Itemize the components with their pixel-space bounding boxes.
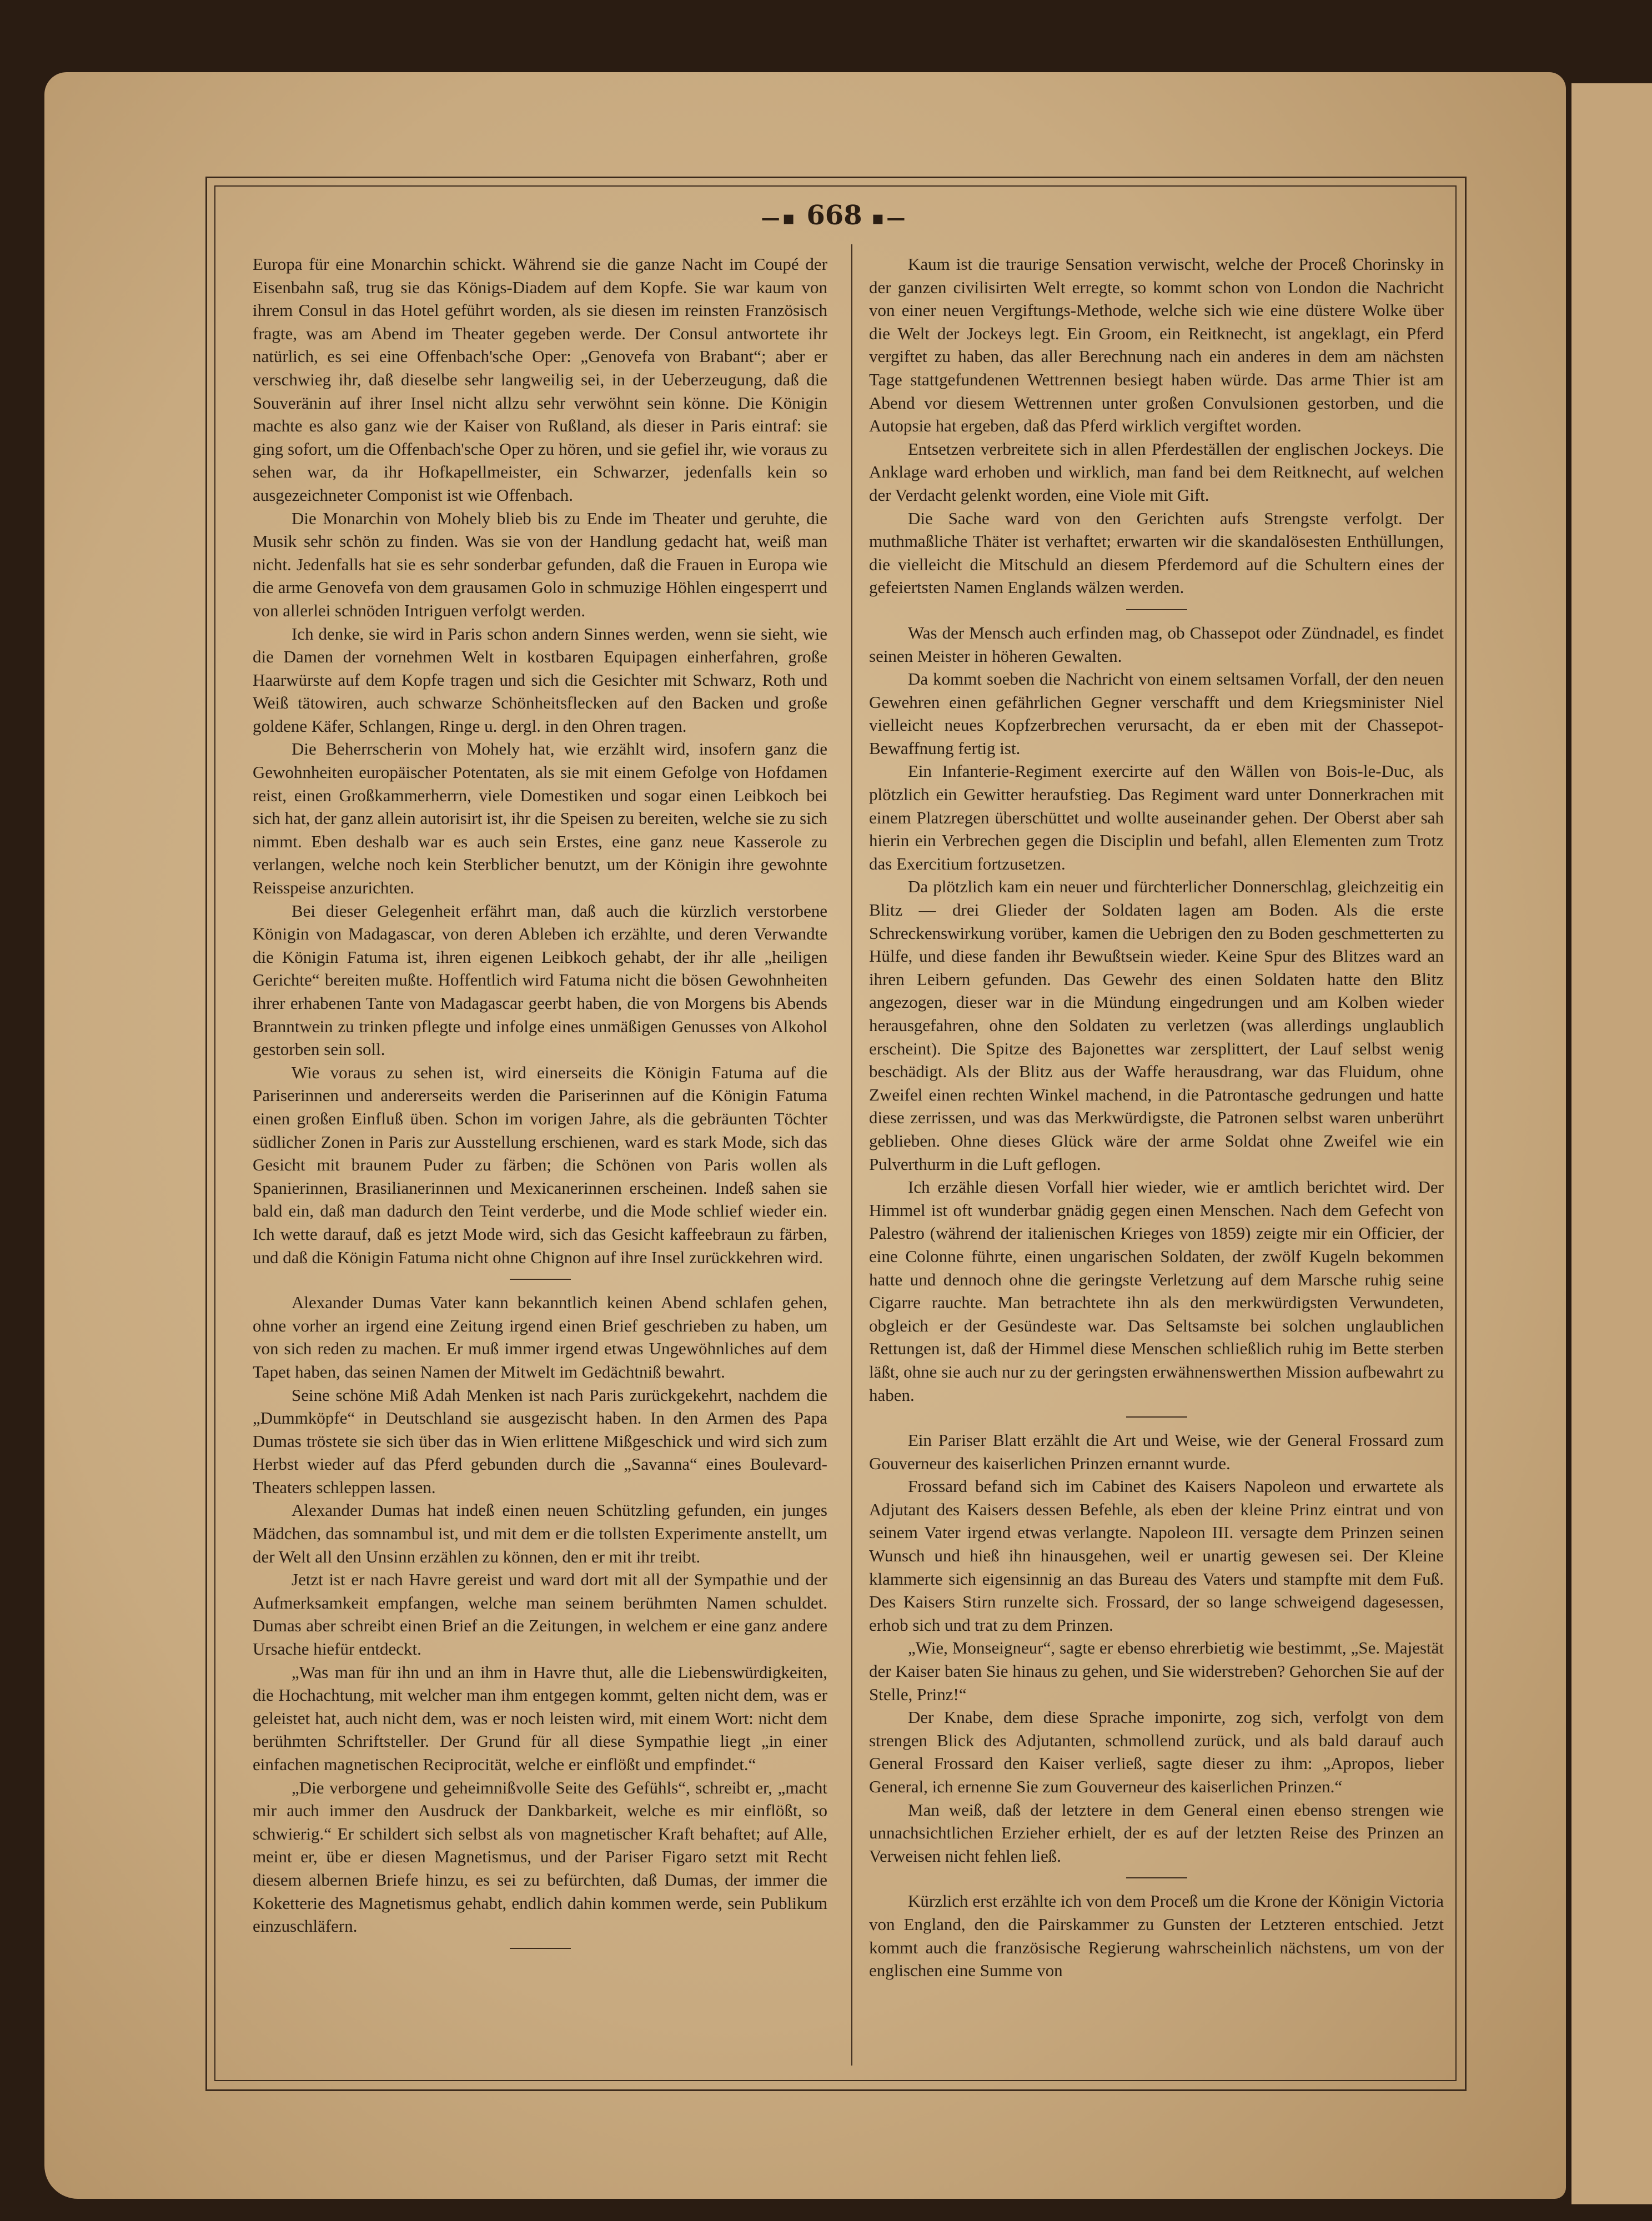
adjacent-page-edge	[1571, 83, 1652, 2204]
paragraph: Der Knabe, dem diese Sprache imponirte, zog sich, verfolgt von dem strengen Blick des Adjutanten, schmollend zurück, und als bald darauf auch General Frossard den Kaiser verließ, sagte dieser zu ihm: „Apropos, lieber General, ich ernenne Sie zum Gouverneur des kaiserlichen Prinzen.“	[869, 1707, 1444, 1796]
paragraph: Ein Infanterie-Regiment exercirte auf den Wällen von Bois-le-Duc, als plötzlich ein Gewitter heraufstieg. Das Regiment ward unter Donnerkrachen mit einem Platzregen überschüttet und wollte auseinander gehen. Der Oberst aber sah hierin ein Verbrechen gegen die Disciplin und befahl, allen Elementen zum Trotz das Exercitium fortzusetzen.	[869, 761, 1444, 873]
paragraph: Alexander Dumas Vater kann bekanntlich keinen Abend schlafen gehen, ohne vorher an irgend eine Zeitung irgend einen Brief geschrieben zu haben, um von sich reden zu machen. Er muß immer irgend etwas Ungewöhnliches auf dem Tapet haben, das seinen Namen der Mitwelt im Gedächtniß bewahrt.	[253, 1293, 827, 1381]
paragraph: „Wie, Monseigneur“, sagte er ebenso ehrerbietig wie bestimmt, „Se. Majestät der Kaiser baten Sie hinaus zu gehen, und Sie widerstreben? Gehorchen Sie auf der Stelle, Prinz!“	[869, 1638, 1444, 1704]
paragraph: Entsetzen verbreitete sich in allen Pferdeställen der englischen Jockeys. Die Anklage ward erhoben und wirklich, man fand bei dem Reitknecht, auf welchen der Verdacht gelenkt worden, eine Viole mit Gift.	[869, 439, 1444, 505]
paragraph: Ich denke, sie wird in Paris schon andern Sinnes werden, wenn sie sieht, wie die Damen der vornehmen Welt in kostbaren Equipagen einherfahren, große Haarwürste auf dem Kopfe tragen und sich die Gesichter mit Schwarz, Roth und Weiß tätowiren, auch schwarze Schönheitsflecken auf den Backen und große goldene Käfer, Schlangen, Ringe u. dergl. in den Ohren tragen.	[253, 624, 827, 736]
header-ornament-left: —▪	[761, 207, 797, 229]
column-divider	[851, 244, 852, 2066]
paragraph: Ein Pariser Blatt erzählt die Art und Weise, wie der General Frossard zum Gouverneur des kaiserlichen Prinzen ernannt wurde.	[869, 1430, 1444, 1473]
paragraph: Die Sache ward von den Gerichten aufs Strengste verfolgt. Der muthmaßliche Thäter ist verhaftet; erwarten wir die skandalösesten Enthüllungen, die vielleicht die Mitschuld an diesem Pferdemord auf die Schultern eines der gefeiertsten Namen Englands wälzen werden.	[869, 508, 1444, 597]
section-separator	[510, 1948, 571, 1949]
paragraph: Da plötzlich kam ein neuer und fürchterlicher Donnerschlag, gleichzeitig ein Blitz — drei Glieder der Soldaten lagen am Boden. Als die erste Schreckenswirkung vorüber, kamen die Uebrigen den zu Boden geschmetterten zu Hülfe, und diese fanden ihr Bewußtsein wieder. Keine Spur des Blitzes ward an ihren Leibern gefunden. Das Gewehr des einen Soldaten hatte den Blitz angezogen, dieser war in die Mündung eingedrungen und am Kolben wieder herausgefahren, ohne den Soldaten zu verletzen (was allerdings unglaublich erscheint). Die Spitze des Bajonettes war zersplittert, der Lauf selbst wenig beschädigt. Als der Blitz aus der Waffe herausdrang, war das Fluidum, ohne Zweifel einen rechten Winkel machend, in die Patrontasche gedrungen und hatte diese zerrissen, und was das Merkwürdigste, die Patronen selbst waren unberührt geblieben. Ohne dieses Glück wäre der arme Soldat ohne Zweifel wie ein Pulverthurm in die Luft geflogen.	[869, 877, 1444, 1174]
paragraph: Europa für eine Monarchin schickt. Während sie die ganze Nacht im Coupé der Eisenbahn saß, trug sie das Königs-Diadem auf dem Kopfe. Sie war kaum von ihrem Consul in das Hotel geführt worden, als sie diesen im reinsten Französisch fragte, was am Abend im Theater gegeben werde. Der Consul antwortete ihr natürlich, es sei eine Offenbach'sche Oper: „Genovefa von Brabant“; aber er verschwieg ihr, daß dieselbe sehr langweilig sei, in der Ueberzeugung, daß die Souveränin auf ihrer Insel nicht allzu sehr verwöhnt sein könne. Die Königin machte es also ganz wie der Kaiser von Rußland, als dieser in Paris eintraf: sie ging sofort, um die Offenbach'sche Oper zu hören, und sie gefiel ihr, wie voraus zu sehen war, da ihr Hofkapellmeister, ein Schwarzer, jedenfalls kein so ausgezeichneter Componist ist wie Offenbach.	[253, 254, 827, 505]
section-separator	[510, 1279, 571, 1280]
header-ornament-right: ▪—	[871, 207, 908, 229]
paragraph: Die Beherrscherin von Mohely hat, wie erzählt wird, insofern ganz die Gewohnheiten europäischer Potentaten, als sie mit einem Gefolge von Hofdamen reist, einen Großkammerherrn, viele Domestiken und sogar einen Leibkoch bei sich hat, der ganz allein autorisirt ist, ihr die Speisen zu bereiten, welche sie zu sich nimmt. Eben deshalb war es auch sein Erstes, eine ganz neue Kasserole zu verlangen, welche noch kein Sterblicher benutzt, um der Königin ihre gewohnte Reisspeise anzurichten.	[253, 739, 827, 898]
paragraph: Ich erzähle diesen Vorfall hier wieder, wie er amtlich berichtet wird. Der Himmel ist oft wunderbar gnädig gegen einen Menschen. Nach dem Gefecht von Palestro (während der italienischen Krieges von 1859) zeigte mir ein Officier, der eine Colonne führte, einen ungarischen Soldaten, der zwölf Kugeln bekommen hatte und dennoch ohne die geringste Verletzung auf dem Marsche ruhig seine Cigarre rauchte. Man betrachtete ihn als den merkwürdigsten Verwundeten, obgleich er der Gesündeste war. Das Seltsamste bei solchen unglaublichen Rettungen ist, daß der Himmel diese Menschen schließlich ruhig im Bette sterben läßt, ohne sie auch nur zu der geringsten erwähnenswerthen Mission aufbewahrt zu haben.	[869, 1177, 1444, 1405]
paragraph: Seine schöne Miß Adah Menken ist nach Paris zurückgekehrt, nachdem die „Dummköpfe“ in Deutschland sie ausgezischt haben. In den Armen des Papa Dumas tröstete sie sich über das in Wien erlittene Mißgeschick und wird sich zum Herbst wieder auf das Pferd gebunden durch die „Savanna“ eines Boulevard-Theaters schleppen lassen.	[253, 1385, 827, 1497]
paragraph: Jetzt ist er nach Havre gereist und ward dort mit all der Sympathie und der Aufmerksamkeit empfangen, welche man seinem berühmten Namen schuldet. Dumas aber schreibt einen Brief an die Zeitungen, in welchem er eine ganz andere Ursache hiefür entdeckt.	[253, 1570, 827, 1659]
section-separator	[1126, 609, 1187, 610]
paragraph: Was der Mensch auch erfinden mag, ob Chassepot oder Zündnadel, es findet seinen Meister in höheren Gewalten.	[869, 622, 1444, 666]
paragraph: Man weiß, daß der letztere in dem General einen ebenso strengen wie unnachsichtlichen Erzieher erhielt, der es auf der letzten Reise des Prinzen an Verweisen nicht fehlen ließ.	[869, 1800, 1444, 1866]
paragraph: Kaum ist die traurige Sensation verwischt, welche der Proceß Chorinsky in der ganzen civilisirten Welt erregte, so kommt schon von London die Nachricht von einer neuen Vergiftungs-Methode, welche sich wie eine düstere Wolke über die Welt der Jockeys legt. Ein Groom, ein Reitknecht, ist angeklagt, ein Pferd vergiftet zu haben, das aller Berechnung nach ein anderes in dem am nächsten Tage stattgefundenen Wettrennen besiegt haben würde. Das arme Thier ist am Abend vor diesem Wettrennen unter großen Convulsionen gestorben, und die Autopsie hat ergeben, daß das Pferd wirklich vergiftet worden.	[869, 254, 1444, 436]
left-column	[253, 253, 827, 2068]
section-separator	[1126, 1877, 1187, 1878]
paragraph: Kürzlich erst erzählte ich von dem Proceß um die Krone der Königin Victoria von England, den die Pairskammer zu Gunsten der Letzteren entschied. Jetzt kommt auch die französische Regierung wahrscheinlich nächstens, um von der englischen eine Summe von	[869, 1891, 1444, 1981]
paragraph: Die Monarchin von Mohely blieb bis zu Ende im Theater und geruhte, die Musik sehr schön zu finden. Was sie von der Handlung gedacht hat, weiß man nicht. Jedenfalls hat sie es sehr sonderbar gefunden, daß die Frauen in Europa wie die arme Genovefa von dem grausamen Golo in schmuzige Höhlen eingesperrt und von allerlei schnöden Intriguen verfolgt werden.	[253, 508, 827, 620]
paragraph: Wie voraus zu sehen ist, wird einerseits die Königin Fatuma auf die Pariserinnen und andererseits werden die Pariserinnen auf die Königin Fatuma einen großen Einfluß üben. Schon im vorigen Jahre, als die gebräunten Töchter südlicher Zonen in Paris zur Ausstellung erschienen, ward es stark Mode, sich das Gesicht mit braunem Puder zu färben; die Schönen von Paris wollen als Spanierinnen, Brasilianerinnen und Mexicanerinnen erscheinen. Indeß sahen sie bald ein, daß man dadurch den Teint verderbe, und die Mode schlief wieder ein. Ich wette darauf, daß es jetzt Mode wird, sich das Gesicht kaffeebraun zu färben, und daß die Königin Fatuma nicht ohne Chignon auf ihre Insel zurückkehren wird.	[253, 1062, 827, 1267]
paragraph: „Die verborgene und geheimnißvolle Seite des Gefühls“, schreibt er, „macht mir auch immer den Ausdruck der Dankbarkeit, welche es mir einflößt, so schwierig.“ Er schildert sich selbst als von magnetischer Kraft behaftet; auf Alle, meint er, übe er diesen Magnetismus, und der Pariser Figaro setzt mit Recht diesem albernen Briefe hinzu, es sei zu befürchten, daß Dumas, der immer die Koketterie des Magnetismus gehabt, endlich dahin kommen werde, sein Publikum einzuschläfern.	[253, 1777, 827, 1936]
right-column	[869, 253, 1444, 2068]
paragraph: Da kommt soeben die Nachricht von einem seltsamen Vorfall, der den neuen Gewehren einen gefährlichen Gegner verschafft und dem Kriegsminister Niel vielleicht neues Kopfzerbrechen verursacht, da er eben mit der Chassepot-Bewaffnung fertig ist.	[869, 669, 1444, 758]
paragraph: Alexander Dumas hat indeß einen neuen Schützling gefunden, ein junges Mädchen, das somnambul ist, und mit dem er die tollsten Experimente anstellt, um der Welt all den Unsinn erzählen zu können, den er mit ihr treibt.	[253, 1500, 827, 1566]
paragraph: Frossard befand sich im Cabinet des Kaisers Napoleon und erwartete als Adjutant des Kaisers dessen Befehle, als eben der kleine Prinz eintrat und von seinem Vater irgend etwas verlangte. Napoleon III. versagte dem Prinzen seinen Wunsch und hieß ihn hinausgehen, weil er unartig gewesen sei. Der Kleine klammerte sich eigensinnig an das Bureau des Vaters und stampfte mit dem Fuß. Des Kaisers Stirn runzelte sich. Frossard, der so lange schweigend dagesessen, erhob sich und trat zu dem Prinzen.	[869, 1476, 1444, 1635]
page-header	[214, 200, 1454, 239]
page-number: 668	[806, 200, 862, 231]
paragraph: Bei dieser Gelegenheit erfährt man, daß auch die kürzlich verstorbene Königin von Madagascar, von deren Ableben ich erzählte, und deren Verwandte die Königin Fatuma ist, ihren eigenen Leibkoch gehabt, der ihr alle „heiligen Gerichte“ bereiten mußte. Hoffentlich wird Fatuma nicht die bösen Gewohnheiten ihrer erhabenen Tante von Madagascar geerbt haben, die von Morgens bis Abends Branntwein zu trinken pflegte und infolge eines unmäßigen Genusses von Alkohol gestorben sein soll.	[253, 901, 827, 1059]
paragraph: „Was man für ihn und an ihm in Havre thut, alle die Liebenswürdigkeiten, die Hochachtung, mit welcher man ihm entgegen kommt, gelten nicht dem, was er geleistet hat, auch nicht dem, was er noch leisten wird, mit einem Wort: nicht dem berühmten Schriftsteller. Der Grund für all diese Sympathie liegt „in einer einfachen magnetischen Reciprocität, welche er einflößt und empfindet.“	[253, 1662, 827, 1774]
section-separator	[1126, 1416, 1187, 1418]
